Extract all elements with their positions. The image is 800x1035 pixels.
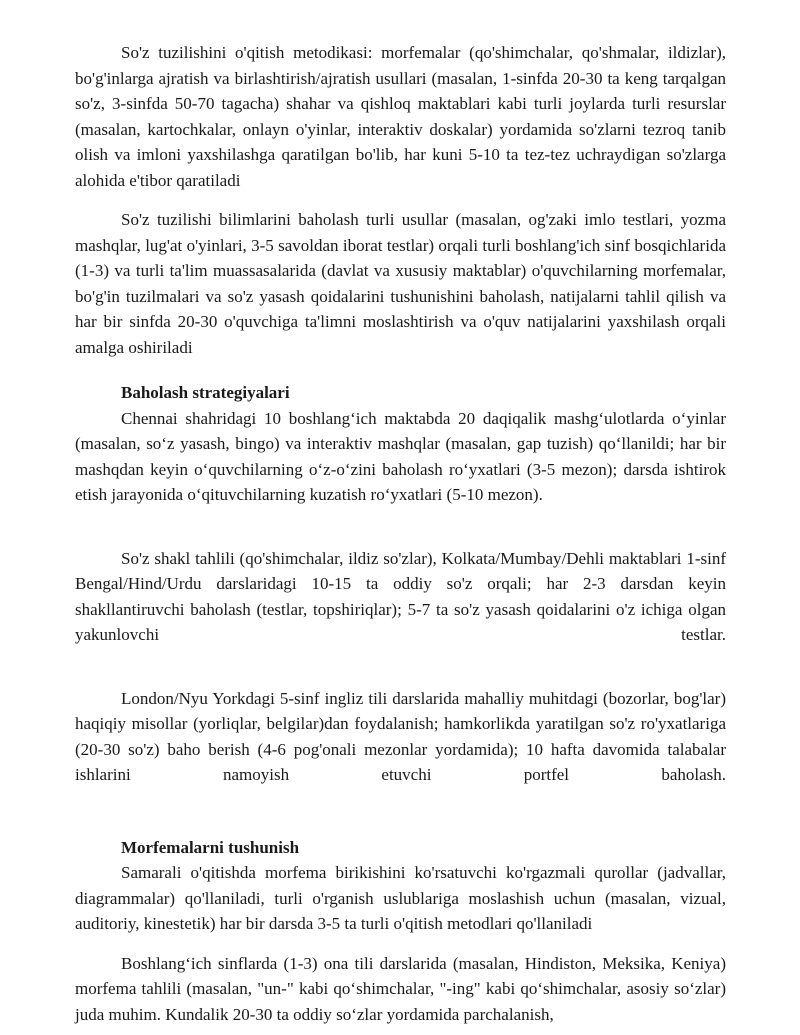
paragraph-word-form-analysis: So'z shakl tahlili (qo'shimchalar, ildiz so'zlar), Kolkata/Mumbay/Dehli maktablari 1-sinf Bengal/Hind/Urdu darslaridagi 10-15 ta oddiy so'z orqali; har 2-3 darsdan keyin shakllantiruvchi baholash (testlar, topshiriqlar); 5-7 ta so'z yasash qoidalarini o'z ichiga olgan yakunlovchi testlar. bbox=[75, 548, 726, 644]
document-page bbox=[75, 40, 726, 1027]
paragraph-london-newyork: London/Nyu Yorkdagi 5-sinf ingliz tili darslarida mahalliy muhitdagi (bozorlar, bog'lar) haqiqiy misollar (yorliqlar, belgilar)dan foydalanish; hamkorlikda yaratilgan so'z ro'yxatlariga (20-30 so'z) baho berish (4-6 pog'onali mezonlar yordamida); 10 hafta davomida talabalar ishlarini namoyish etuvchi portfel baholash. bbox=[75, 688, 726, 784]
heading-understanding-morphemes: Morfemalarni tushunish bbox=[121, 837, 300, 857]
paragraph-primary-classes-morpheme-analysis: Boshlang‘ich sinflarda (1-3) ona tili darslarida (masalan, Hindiston, Meksika, Keniya) morfema tahlili (masalan, "un-" kabi qo‘shimchalar, "-ing" kabi qo‘shimchalar, asosiy so‘zlar) juda muhim. Kundalik 20-30 ta oddiy so‘zlar yordamida parchalanish, bbox=[75, 953, 726, 1024]
paragraph-word-structure-assessment: So'z tuzilishi bilimlarini baholash turli usullar (masalan, og'zaki imlo testlari, yozma mashqlar, lug'at o'yinlari, 3-5 savoldan iborat testlar) orqali turli boshlang'ich sinf bosqichlarida (1-3) va turli ta'lim muassasalarida (davlat va xususiy maktablar) o'quvchilarning morfemalar, bo'g'in tuzilmalari va so'z yasash qoidalarini tushunishini baholash, natijalarni tahlil qilish va har bir sinfda 20-30 o'quvchiga ta'limni moslashtirish va o'quv natijalarini yaxshilash orqali amalga oshiriladi bbox=[75, 210, 726, 357]
paragraph-chennai-schools: Chennai shahridagi 10 boshlang‘ich maktabda 20 daqiqalik mashg‘ulotlarda o‘yinlar (masalan, so‘z yasash, bingo) va interaktiv mashqlar (masalan, gap tuzish) qo‘llanildi; har bir mashqdan keyin o‘quvchilarning o‘z-o‘zini baholash ro‘yxatlari (3-5 mezon); darsda ishtirok etish jarayonida o‘qituvchilarning kuzatish ro‘yxatlari (5-10 mezon). bbox=[75, 408, 726, 504]
paragraph-effective-teaching: Samarali o'qitishda morfema birikishini ko'rsatuvchi ko'rgazmali qurollar (jadvallar, diagrammalar) qo'llaniladi, turli o'rganish uslublariga moslashish uchun (masalan, vizual, auditoriy, kinestetik) har bir darsda 3-5 ta turli o'qitish metodlari qo'llaniladi bbox=[75, 863, 726, 933]
paragraph-word-structure-methods: So'z tuzilishini o'qitish metodikasi: morfemalar (qo'shimchalar, qo'shmalar, ildizlar), bo'g'inlarga ajratish va birlashtirish/ajratish usullari (masalan, 1-sinfda 20-30 ta keng tarqalgan so'z, 3-sinfda 50-70 tagacha) shahar va qishloq maktablari kabi turli joylarda turli resurslar (masalan, kartochkalar, onlayn o'yinlar, interaktiv doskalar) yordamida so'zlarni tezroq tanib olish va imloni yaxshilashga qaratilgan bo'lib, har kuni 5-10 ta tez-tez uchraydigan so'zlarga alohida e'tibor qaratiladi bbox=[75, 43, 726, 190]
heading-assessment-strategies: Baholash strategiyalari bbox=[121, 383, 290, 402]
